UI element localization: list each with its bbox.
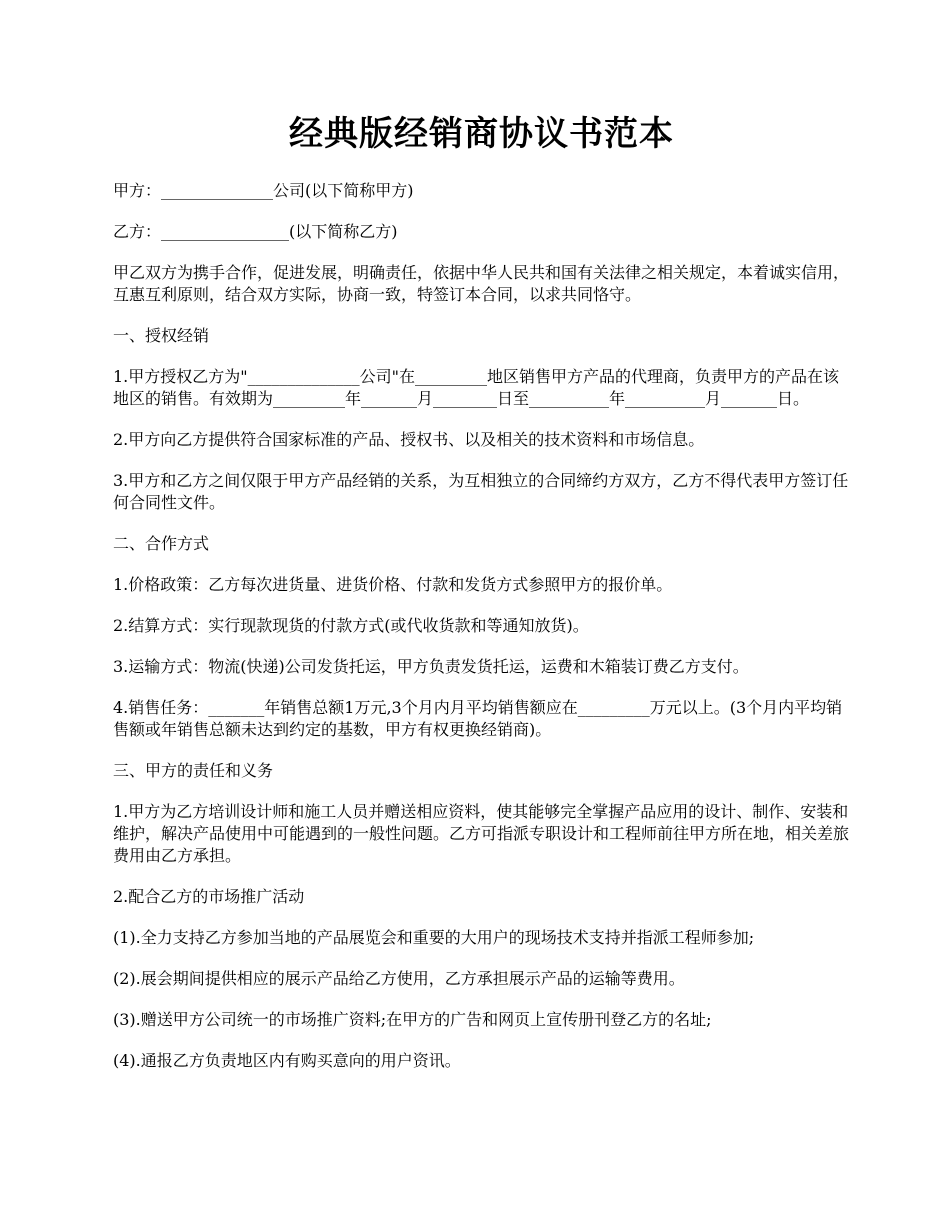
clause-authorization-2: 2.甲方向乙方提供符合国家标准的产品、授权书、以及相关的技术资料和市场信息。 bbox=[113, 430, 705, 449]
preamble-paragraph: 甲乙双方为携手合作，促进发展，明确责任，依据中华人民共和国有关法律之相关规定，本着诚实信用，互惠互利原则，结合双方实际，协商一致，特签订本合同，以求共同恪守。 bbox=[113, 263, 850, 304]
clause-duties-1: 1.甲方为乙方培训设计师和施工人员并赠送相应资料，使其能够完全掌握产品应用的设计、制作、安装和维护，解决产品使用中可能遇到的一般性问题。乙方可指派专职设计和工程师前往甲方所在地，相关差旅费用由乙方承担。 bbox=[113, 802, 850, 865]
document-title: 经典版经销商协议书范本 bbox=[289, 114, 674, 154]
clause-cooperation-2: 2.结算方式：实行现款现货的付款方式(或代收货款和等通知放货)。 bbox=[113, 616, 589, 635]
clause-cooperation-3: 3.运输方式：物流(快递)公司发货托运，甲方负责发货托运，运费和木箱装订费乙方支付。 bbox=[113, 657, 749, 676]
section-heading-authorization: 一、授权经销 bbox=[113, 326, 210, 345]
sub-clause-4: (4).通报乙方负责地区内有购买意向的用户资讯。 bbox=[113, 1051, 461, 1070]
clause-cooperation-1: 1.价格政策：乙方每次进货量、进货价格、付款和发货方式参照甲方的报价单。 bbox=[113, 575, 673, 594]
section-heading-party-a-duties: 三、甲方的责任和义务 bbox=[113, 761, 274, 780]
party-a-line: 甲方：______________公司(以下简称甲方) bbox=[113, 181, 414, 200]
clause-authorization-1: 1.甲方授权乙方为"______________公司"在_________地区销售甲方产品的代理商，负责甲方的产品在该地区的销售。有效期为_________年_______月________日至__________年__________月_______日。 bbox=[113, 367, 839, 408]
sub-clause-3: (3).赠送甲方公司统一的市场推广资料;在甲方的广告和网页上宣传册刊登乙方的名址; bbox=[113, 1010, 712, 1029]
clause-authorization-3: 3.甲方和乙方之间仅限于甲方产品经销的关系，为互相独立的合同缔约方双方，乙方不得代表甲方签订任何合同性文件。 bbox=[113, 471, 849, 512]
clause-duties-2: 2.配合乙方的市场推广活动 bbox=[113, 887, 305, 906]
sub-clause-2: (2).展会期间提供相应的展示产品给乙方使用，乙方承担展示产品的运输等费用。 bbox=[113, 969, 685, 988]
clause-cooperation-4: 4.销售任务：_______年销售总额1万元,3个月内月平均销售额应在_________万元以上。(3个月内平均销售额或年销售总额未达到约定的基数，甲方有权更换经销商)。 bbox=[113, 698, 843, 739]
section-heading-cooperation: 二、合作方式 bbox=[113, 534, 210, 553]
party-b-line: 乙方：________________(以下简称乙方) bbox=[113, 222, 398, 241]
sub-clause-1: (1).全力支持乙方参加当地的产品展览会和重要的大用户的现场技术支持并指派工程师参加; bbox=[113, 928, 755, 947]
